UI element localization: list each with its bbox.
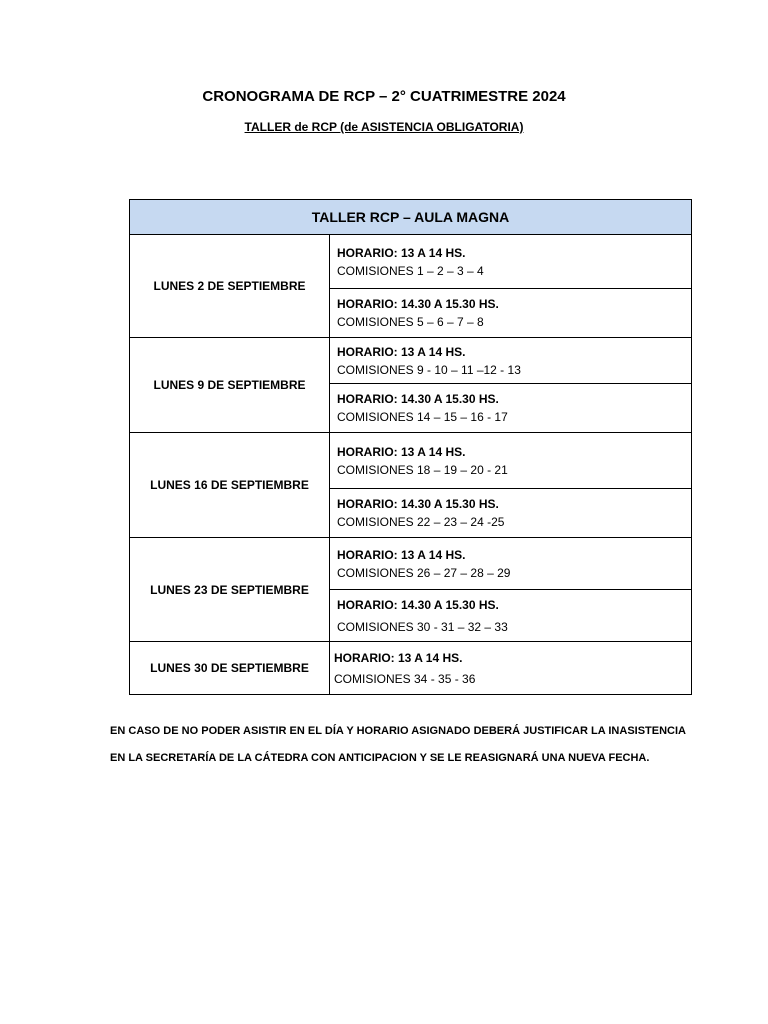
time-slot <box>330 384 692 433</box>
day-label: LUNES 2 DE SEPTIEMBRE <box>130 235 330 338</box>
slot-comisiones: COMISIONES 14 – 15 – 16 - 17 <box>337 410 508 424</box>
slot-horario: HORARIO: 14.30 A 15.30 HS. <box>337 392 499 406</box>
slot-comisiones: COMISIONES 26 – 27 – 28 – 29 <box>337 565 511 580</box>
time-slot <box>330 538 692 590</box>
slot-comisiones: COMISIONES 34 - 35 - 36 <box>334 671 476 686</box>
slot-horario: HORARIO: 13 A 14 HS. <box>337 444 466 459</box>
table-row <box>130 235 692 289</box>
slot-horario: HORARIO: 14.30 A 15.30 HS. <box>337 597 499 612</box>
table-row <box>130 642 692 695</box>
table-row <box>130 538 692 590</box>
time-slot <box>330 235 692 289</box>
time-slot <box>330 338 692 384</box>
slot-horario: HORARIO: 13 A 14 HS. <box>337 547 466 562</box>
slot-comisiones: COMISIONES 18 – 19 – 20 - 21 <box>337 462 508 477</box>
day-label: LUNES 9 DE SEPTIEMBRE <box>130 338 330 433</box>
table-row <box>130 433 692 489</box>
time-slot <box>330 489 692 538</box>
document-subtitle: TALLER de RCP (de ASISTENCIA OBLIGATORIA) <box>244 120 524 134</box>
slot-horario: HORARIO: 13 A 14 HS. <box>337 245 466 260</box>
time-slot <box>330 433 692 489</box>
notice-text: EN CASO DE NO PODER ASISTIR EN EL DÍA Y HORARIO ASIGNADO DEBERÁ JUSTIFICAR LA INASISTENCIA EN LA SECRETARÍA DE LA CÁTEDRA CON ANTICIPACION Y SE LE REASIGNARÁ UNA NUEVA FECHA. <box>110 725 686 764</box>
schedule-table <box>129 199 692 695</box>
slot-comisiones: COMISIONES 30 - 31 – 32 – 33 <box>337 619 508 634</box>
slot-comisiones: COMISIONES 9 - 10 – 11 –12 - 13 <box>337 362 521 377</box>
slot-horario: HORARIO: 13 A 14 HS. <box>334 650 463 665</box>
time-slot <box>330 642 692 695</box>
time-slot <box>330 590 692 642</box>
day-label: LUNES 23 DE SEPTIEMBRE <box>130 538 330 642</box>
slot-horario: HORARIO: 13 A 14 HS. <box>337 344 466 359</box>
day-label: LUNES 30 DE SEPTIEMBRE <box>130 642 330 695</box>
table-header-row <box>130 200 692 235</box>
slot-comisiones: COMISIONES 1 – 2 – 3 – 4 <box>337 263 484 278</box>
table-row <box>130 338 692 384</box>
document-title: CRONOGRAMA DE RCP – 2° CUATRIMESTRE 2024 <box>202 88 566 105</box>
slot-comisiones: COMISIONES 5 – 6 – 7 – 8 <box>337 315 484 329</box>
table-header: TALLER RCP – AULA MAGNA <box>130 200 692 235</box>
slot-comisiones: COMISIONES 22 – 23 – 24 -25 <box>337 515 505 529</box>
slot-horario: HORARIO: 14.30 A 15.30 HS. <box>337 497 499 511</box>
time-slot <box>330 289 692 338</box>
slot-horario: HORARIO: 14.30 A 15.30 HS. <box>337 297 499 311</box>
day-label: LUNES 16 DE SEPTIEMBRE <box>130 433 330 538</box>
